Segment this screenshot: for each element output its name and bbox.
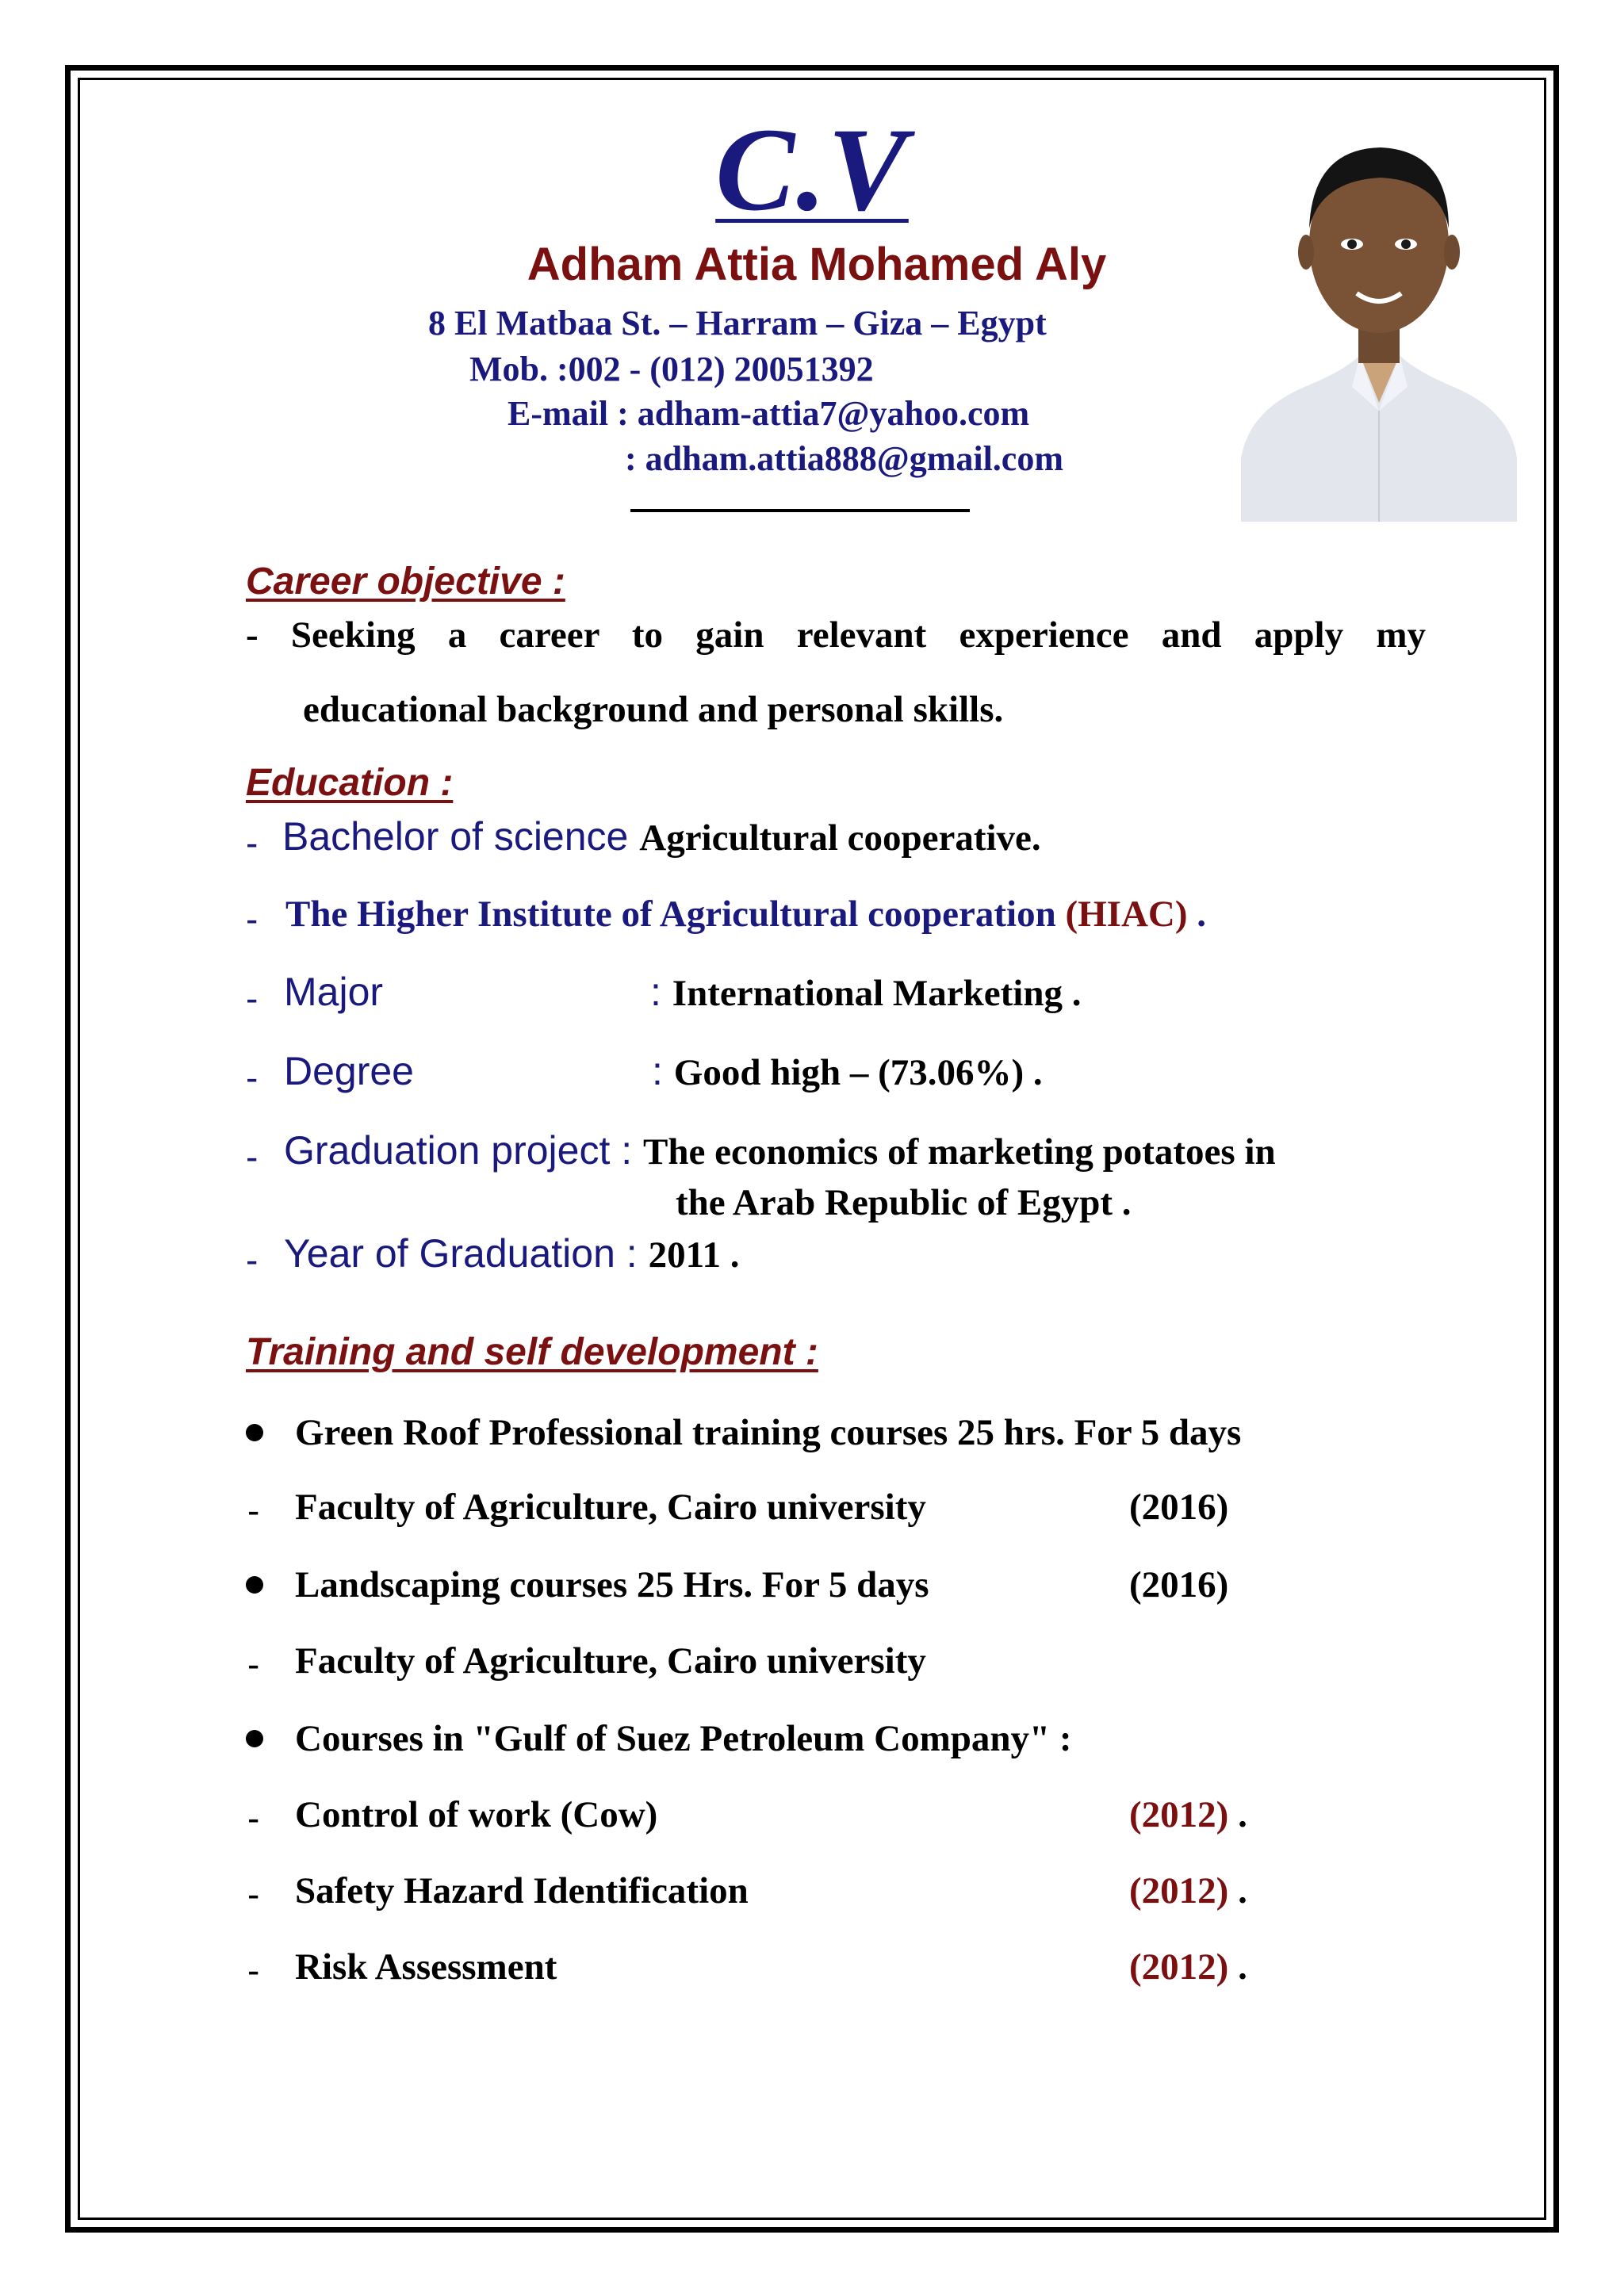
project-label: Graduation project : <box>284 1128 644 1173</box>
dash-marker: - <box>246 822 259 863</box>
training-year: (2016) <box>1129 1564 1229 1605</box>
header-divider <box>630 509 970 512</box>
training-heading: Training and self development : <box>246 1331 818 1373</box>
edu-degree-line <box>282 813 1041 859</box>
major-label: Major <box>284 970 384 1014</box>
bullet-icon <box>246 1576 263 1594</box>
year-end: . <box>721 1234 740 1276</box>
major-value: International Marketing <box>672 973 1063 1014</box>
training-item: Courses in "Gulf of Suez Petroleum Company" : <box>295 1718 1072 1759</box>
bullet-icon <box>246 1424 263 1441</box>
grade-value: Good high – <box>673 1052 879 1093</box>
degree-value: Agricultural cooperative. <box>639 817 1041 859</box>
training-year-line <box>1129 1946 1247 1988</box>
training-year: (2012) <box>1129 1794 1229 1835</box>
institute-end: . <box>1187 894 1207 935</box>
major-colon: : <box>650 970 672 1014</box>
training-item: Safety Hazard Identification <box>295 1870 749 1911</box>
email-label: E-mail : <box>508 394 638 433</box>
major-end: . <box>1062 973 1082 1014</box>
grade-percent: (73.06%) <box>878 1052 1025 1093</box>
institute-name: The Higher Institute of Agricultural cooperation <box>285 894 1066 935</box>
person-name: Adham Attia Mohamed Aly <box>527 239 1107 290</box>
degree-label: Bachelor of science <box>282 814 640 859</box>
email-primary <box>508 393 1029 434</box>
email-secondary: : adham.attia888@gmail.com <box>625 439 1063 478</box>
training-year-line <box>1129 1793 1247 1836</box>
training-item: Control of work (Cow) <box>295 1794 658 1835</box>
year-value: 2011 <box>648 1234 721 1276</box>
training-item: Faculty of Agriculture, Cairo university <box>295 1487 926 1528</box>
dash-marker: - <box>247 1873 260 1915</box>
dash-marker: - <box>246 978 259 1019</box>
project-value-1: The economics of marketing potatoes in <box>643 1131 1276 1173</box>
career-heading: Career objective : <box>246 561 565 603</box>
bullet-icon <box>246 1730 263 1747</box>
grade-colon: : <box>652 1049 674 1093</box>
career-line-2: educational background and personal skills. <box>303 689 1004 730</box>
dash-marker: - <box>246 1239 259 1280</box>
institute-abbr: (HIAC) <box>1065 894 1188 935</box>
year-line <box>284 1230 740 1276</box>
training-dot: . <box>1228 1946 1247 1988</box>
profile-photo <box>1241 125 1517 522</box>
grade-label: Degree <box>284 1049 414 1093</box>
training-dot: . <box>1228 1870 1247 1911</box>
dash-marker: - <box>246 1136 259 1177</box>
training-item: Green Roof Professional training courses 25 hrs. For 5 days <box>295 1412 1242 1453</box>
grade-line <box>652 1048 1043 1094</box>
dash-marker: - <box>247 1490 260 1531</box>
address: 8 El Matbaa St. – Harram – Giza – Egypt <box>428 304 1047 342</box>
email-1: adham-attia7@yahoo.com <box>637 394 1030 433</box>
training-year: (2012) <box>1129 1870 1229 1911</box>
edu-institute-line <box>285 893 1206 936</box>
mobile: Mob. :002 - (012) 20051392 <box>469 350 874 388</box>
training-item: Risk Assessment <box>295 1946 557 1988</box>
education-heading: Education : <box>246 762 454 804</box>
career-line-1: - Seeking a career to gain relevant experience and apply my <box>246 614 1426 656</box>
project-value-2: the Arab Republic of Egypt . <box>676 1182 1132 1223</box>
project-line <box>284 1127 1276 1173</box>
dash-marker: - <box>247 1950 260 1991</box>
training-item: Landscaping courses 25 Hrs. For 5 days <box>295 1564 929 1605</box>
training-year-line <box>1129 1869 1247 1912</box>
year-label: Year of Graduation : <box>284 1231 649 1276</box>
training-year: (2012) <box>1129 1946 1229 1988</box>
grade-end: . <box>1024 1052 1043 1093</box>
cv-title: C.V <box>715 104 909 235</box>
dash-marker: - <box>246 1057 259 1098</box>
dash-marker: - <box>246 898 259 939</box>
dash-marker: - <box>247 1644 260 1685</box>
training-item: Faculty of Agriculture, Cairo university <box>295 1640 926 1682</box>
major-line <box>650 969 1081 1015</box>
training-year: (2016) <box>1129 1487 1229 1528</box>
dash-marker: - <box>247 1797 260 1839</box>
training-dot: . <box>1228 1794 1247 1835</box>
